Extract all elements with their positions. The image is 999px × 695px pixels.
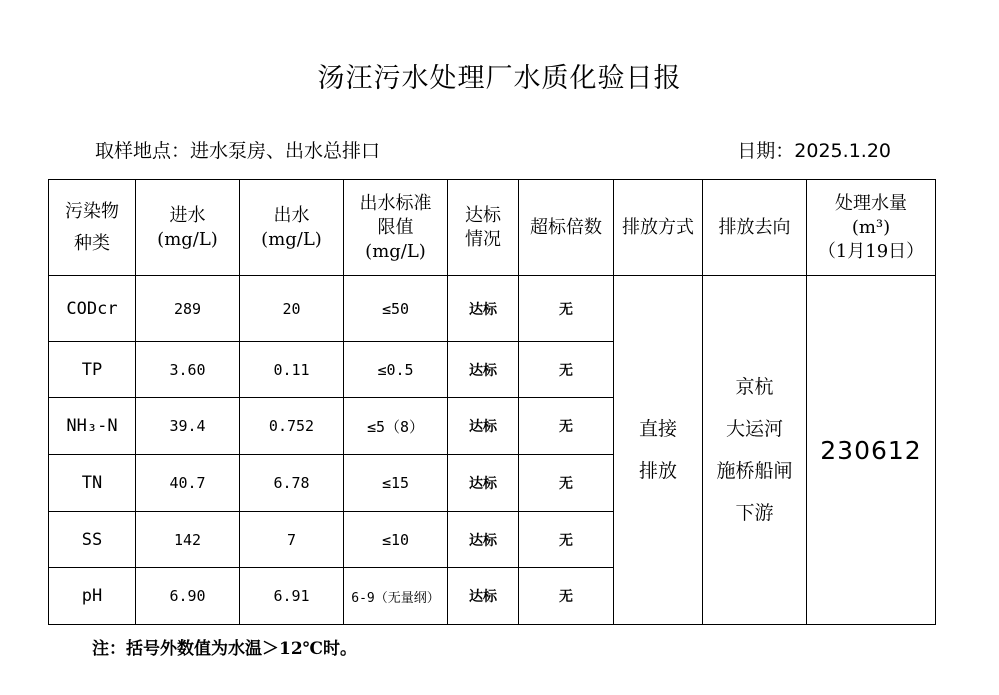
status-cell: 达标 (448, 455, 519, 512)
col-header-compliance-l1: 达标 (465, 204, 501, 226)
limit-cell: ≤5（8） (344, 398, 448, 455)
report-title: 汤汪污水处理厂水质化验日报 (317, 63, 682, 94)
effluent-cell: 0.11 (240, 342, 344, 398)
status-cell: 达标 (448, 568, 519, 625)
status-cell: 达标 (448, 512, 519, 568)
col-header-effluent-l1: 出水 (273, 204, 310, 226)
sampling-location: 取样地点：进水泵房、出水总排口 (95, 140, 381, 162)
col-header-influent-l2: (mg/L) (157, 228, 218, 250)
col-header-volume-l2: (m³) (851, 216, 891, 238)
effluent-cell: 20 (240, 276, 344, 342)
effluent-cell: 6.91 (240, 568, 344, 625)
col-header-pollutant-l1: 污染物 (65, 200, 119, 222)
exceed-cell: 无 (519, 342, 614, 398)
influent-cell: 39.4 (136, 398, 240, 455)
destination-l3: 施桥船闸 (716, 460, 793, 482)
parameter-cell: NH₃-N (49, 398, 136, 455)
parameter-cell: SS (49, 512, 136, 568)
influent-cell: 289 (136, 276, 240, 342)
parameter-cell: TN (49, 455, 136, 512)
exceed-cell: 无 (519, 512, 614, 568)
destination-l2: 大运河 (725, 418, 783, 440)
header-row (49, 180, 936, 276)
status-cell: 达标 (448, 398, 519, 455)
exceed-cell: 无 (519, 568, 614, 625)
col-header-limit-l1: 出水标准 (359, 192, 432, 214)
parameter-cell: TP (49, 342, 136, 398)
col-header-exceed: 超标倍数 (519, 180, 614, 276)
parameter-cell: pH (49, 568, 136, 625)
col-header-compliance (448, 180, 519, 276)
water-quality-table (48, 179, 936, 625)
col-header-volume (807, 180, 936, 276)
limit-cell: ≤0.5 (344, 342, 448, 398)
limit-cell: 6-9（无量纲） (344, 568, 448, 625)
influent-cell: 142 (136, 512, 240, 568)
discharge-method-l2: 排放 (638, 460, 677, 482)
limit-cell: ≤10 (344, 512, 448, 568)
col-header-influent (136, 180, 240, 276)
table-row (49, 276, 936, 342)
effluent-cell: 7 (240, 512, 344, 568)
footnote: 注：括号外数值为水温＞12℃时。 (92, 639, 358, 659)
influent-cell: 40.7 (136, 455, 240, 512)
parameter-cell: CODcr (49, 276, 136, 342)
limit-cell: ≤50 (344, 276, 448, 342)
col-header-discharge-method: 排放方式 (614, 180, 703, 276)
col-header-effluent-l2: (mg/L) (261, 228, 322, 250)
discharge-method-l1: 直接 (638, 418, 677, 440)
destination-l4: 下游 (735, 502, 774, 524)
col-header-effluent (240, 180, 344, 276)
destination-l1: 京杭 (735, 376, 774, 398)
status-cell: 达标 (448, 342, 519, 398)
treated-volume-cell: 230612 (807, 276, 936, 625)
influent-cell: 6.90 (136, 568, 240, 625)
discharge-method-cell (614, 276, 703, 625)
col-header-destination: 排放去向 (703, 180, 807, 276)
status-cell: 达标 (448, 276, 519, 342)
col-header-limit (344, 180, 448, 276)
col-header-volume-l3: （1月19日） (817, 240, 925, 262)
col-header-volume-l1: 处理水量 (835, 192, 907, 214)
report-date: 日期：2025.1.20 (737, 140, 891, 162)
exceed-cell: 无 (519, 398, 614, 455)
col-header-compliance-l2: 情况 (465, 228, 501, 250)
col-header-limit-l2: 限值 (377, 216, 414, 238)
col-header-pollutant (49, 180, 136, 276)
influent-cell: 3.60 (136, 342, 240, 398)
col-header-limit-l3: (mg/L) (365, 240, 426, 262)
effluent-cell: 0.752 (240, 398, 344, 455)
col-header-influent-l1: 进水 (169, 204, 206, 226)
effluent-cell: 6.78 (240, 455, 344, 512)
col-header-pollutant-l2: 种类 (74, 232, 110, 254)
limit-cell: ≤15 (344, 455, 448, 512)
discharge-destination-cell (703, 276, 807, 625)
exceed-cell: 无 (519, 276, 614, 342)
exceed-cell: 无 (519, 455, 614, 512)
